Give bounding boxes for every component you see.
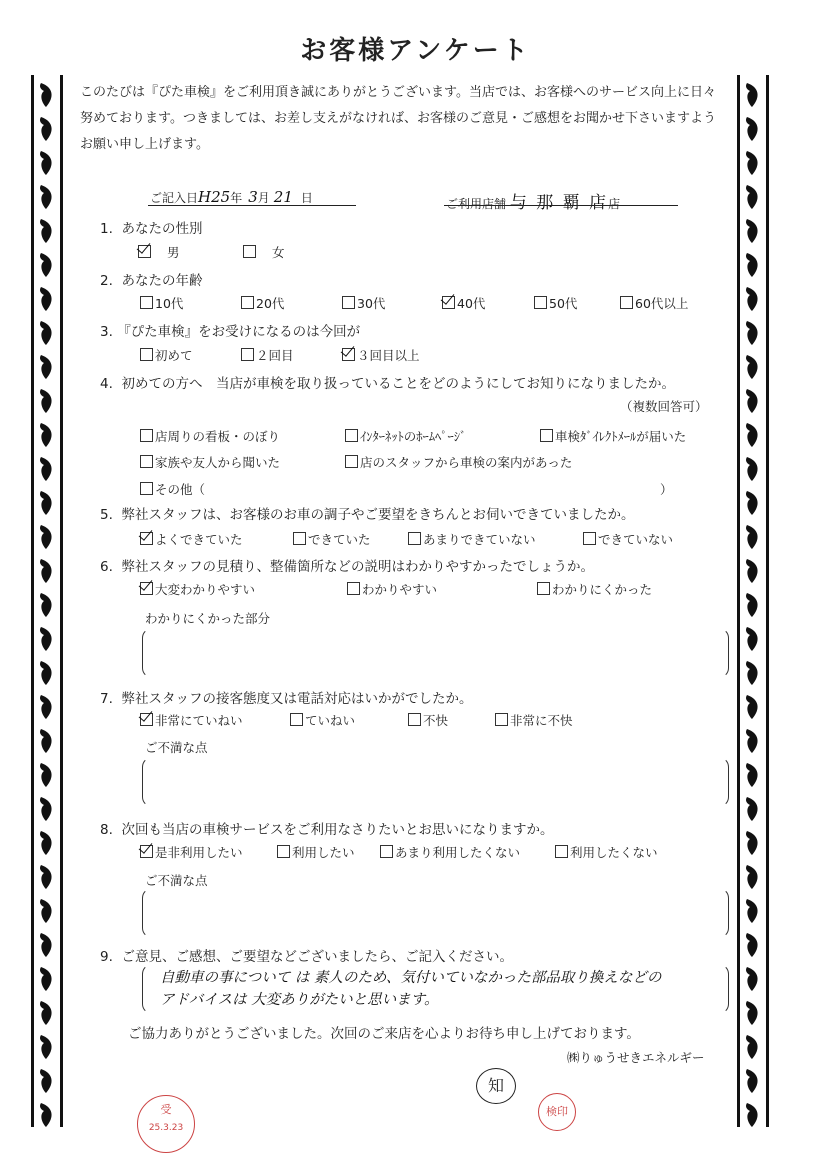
multiple-answer-note: （複数回答可） [620, 399, 708, 414]
checkbox[interactable] [540, 429, 553, 442]
checkbox[interactable] [140, 296, 153, 309]
option-use[interactable]: 利用したい [277, 843, 355, 861]
option-family-friend[interactable]: 家族や友人から聞いた [140, 453, 280, 471]
option-female[interactable]: 女 [243, 243, 285, 261]
company-name: ㈱りゅうせきエネルギー [567, 1050, 705, 1065]
leaf-ornament-icon [38, 999, 55, 1027]
leaf-ornament-icon [38, 353, 55, 381]
answer-field-q6[interactable] [142, 628, 729, 678]
leaf-ornament-icon [38, 523, 55, 551]
checkbox[interactable] [241, 348, 254, 361]
leaf-ornament-icon [38, 217, 55, 245]
other-close-paren: ） [660, 482, 673, 497]
complaint-label-q7: ご不満な点 [145, 740, 208, 755]
leaf-ornament-icon [744, 149, 761, 177]
checkbox[interactable] [342, 296, 355, 309]
handwritten-initial-stamp: 知 [476, 1068, 516, 1104]
option-male[interactable]: 男 [138, 243, 180, 261]
option-not-use[interactable]: 利用したくない [555, 843, 658, 861]
checkbox[interactable] [140, 713, 153, 726]
checkbox[interactable] [241, 296, 254, 309]
leaf-ornament-icon [744, 115, 761, 143]
received-date-stamp [137, 1095, 195, 1153]
leaf-ornament-icon [38, 829, 55, 857]
leaf-ornament-icon [744, 965, 761, 993]
leaf-ornament-icon [744, 285, 761, 313]
option-signboard[interactable]: 店周りの看板・のぼり [140, 427, 280, 445]
checkbox[interactable] [140, 455, 153, 468]
leaf-ornament-icon [744, 319, 761, 347]
leaf-ornament-icon [38, 489, 55, 517]
checkbox[interactable] [277, 845, 290, 858]
checkbox[interactable] [293, 532, 306, 545]
checkbox[interactable] [140, 845, 153, 858]
question-8: 8. 次回も当店の車検サービスをご利用なさりたいとお思いになりますか。 [100, 822, 554, 838]
closing-message: ご協力ありがとうございました。次回のご来店を心よりお待ち申し上げております。 [128, 1026, 640, 1042]
leaf-ornament-icon [38, 863, 55, 891]
leaf-ornament-icon [38, 625, 55, 653]
leaf-ornament-icon [744, 727, 761, 755]
leaf-ornament-icon [38, 149, 55, 177]
checkbox[interactable] [243, 245, 256, 258]
option-second-time[interactable]: ２回目 [241, 346, 294, 364]
option-very-polite[interactable]: 非常にていねい [140, 711, 243, 729]
checkbox[interactable] [537, 582, 550, 595]
leaf-ornament-icon [38, 421, 55, 449]
answer-field-q7[interactable] [142, 757, 729, 807]
checkbox[interactable] [140, 429, 153, 442]
day-unit: 日 [300, 191, 313, 205]
option-unpleasant[interactable]: 不快 [408, 711, 448, 729]
option-first-time[interactable]: 初めて [140, 346, 193, 364]
date-year: 25 [211, 188, 231, 206]
leaf-ornament-icon [38, 897, 55, 925]
option-definitely-use[interactable]: 是非利用したい [140, 843, 243, 861]
checkbox[interactable] [620, 296, 633, 309]
question-1: 1. あなたの性別 [100, 221, 203, 237]
leaf-ornament-icon [38, 285, 55, 313]
option-age-50s[interactable]: 50代 [534, 294, 577, 312]
option-rather-not-use[interactable]: あまり利用したくない [380, 843, 520, 861]
checkbox[interactable] [140, 482, 153, 495]
option-not-well-done[interactable]: あまりできていない [408, 530, 536, 548]
leaf-ornament-icon [38, 251, 55, 279]
page-title: お客様アンケート [300, 36, 531, 66]
right-decorative-border [737, 75, 769, 1127]
store-underline [444, 205, 678, 206]
leaf-ornament-icon [38, 795, 55, 823]
option-store-staff[interactable]: 店のスタッフから車検の案内があった [345, 453, 572, 471]
leaf-ornament-icon [38, 761, 55, 789]
complaint-label-q8: ご不満な点 [145, 873, 208, 888]
intro-text: このたびは『ぴた車検』をご利用頂き誠にありがとうございます。当店では、お客様へのサービス向上に日々努めております。つきましては、お差し支えがなければ、お客様のご意見・ご感想をお聞かせ下さいますようお願い申し上げます。 [80, 85, 716, 152]
received-stamp-label: 受 [160, 1103, 172, 1116]
question-2: 2. あなたの年齢 [100, 273, 203, 289]
leaf-ornament-icon [744, 421, 761, 449]
checkbox[interactable] [290, 713, 303, 726]
leaf-ornament-icon [38, 1033, 55, 1061]
leaf-ornament-icon [38, 965, 55, 993]
leaf-ornament-icon [744, 829, 761, 857]
option-age-20s[interactable]: 20代 [241, 294, 284, 312]
date-era: H [198, 188, 212, 206]
checkbox[interactable] [495, 713, 508, 726]
option-other[interactable]: その他（ [140, 480, 205, 498]
leaf-ornament-icon [744, 1067, 761, 1095]
checkbox[interactable] [345, 429, 358, 442]
option-clear[interactable]: わかりやすい [347, 580, 437, 598]
option-homepage[interactable]: ｲﾝﾀｰﾈｯﾄのﾎｰﾑﾍﾟｰｼﾞ [345, 427, 466, 445]
leaf-ornament-icon [38, 659, 55, 687]
leaf-ornament-icon [38, 693, 55, 721]
question-9: 9. ご意見、ご感想、ご要望などございましたら、ご記入ください。 [100, 949, 513, 965]
checkbox[interactable] [583, 532, 596, 545]
leaf-ornament-icon [38, 1067, 55, 1095]
leaf-ornament-icon [744, 183, 761, 211]
date-underline [148, 205, 356, 206]
question-5: 5. 弊社スタッフは、お客様のお車の調子やご要望をきちんとお伺いできていましたか。 [100, 507, 635, 523]
leaf-ornament-icon [744, 489, 761, 517]
leaf-ornament-icon [38, 81, 55, 109]
leaf-ornament-icon [744, 1033, 761, 1061]
leaf-ornament-icon [744, 625, 761, 653]
received-stamp-date: 25.3.23 [148, 1123, 184, 1133]
date-day: 21 [273, 188, 293, 206]
checkbox[interactable] [345, 455, 358, 468]
option-unclear[interactable]: わかりにくかった [537, 580, 652, 598]
option-age-60s-plus[interactable]: 60代以上 [620, 294, 688, 312]
leaf-ornament-icon [744, 897, 761, 925]
option-very-clear[interactable]: 大変わかりやすい [140, 580, 255, 598]
option-well-done[interactable]: よくできていた [140, 530, 243, 548]
leaf-ornament-icon [744, 387, 761, 415]
option-age-40s[interactable]: 40代 [442, 294, 485, 312]
leaf-ornament-icon [38, 115, 55, 143]
option-age-30s[interactable]: 30代 [342, 294, 385, 312]
checkbox[interactable] [380, 845, 393, 858]
checkbox[interactable] [442, 296, 455, 309]
month-unit: 月 [257, 191, 270, 205]
leaf-ornament-icon [744, 863, 761, 891]
leaf-ornament-icon [744, 693, 761, 721]
checkbox[interactable] [408, 713, 421, 726]
left-decorative-border [31, 75, 63, 1127]
date-label: ご記入日 [150, 191, 199, 205]
store-label: ご利用店舗 [446, 197, 507, 211]
leaf-ornament-icon [38, 319, 55, 347]
leaf-ornament-icon [38, 183, 55, 211]
checkbox[interactable] [342, 348, 355, 361]
handwritten-comment-line-1: 自動車の事について は 素人のため、気付いていなかった部品取り換えなどの [160, 970, 662, 986]
option-third-or-more[interactable]: ３回目以上 [342, 346, 420, 364]
question-6: 6. 弊社スタッフの見積り、整備箇所などの説明はわかりやすかったでしょうか。 [100, 559, 594, 575]
leaf-ornament-icon [744, 761, 761, 789]
leaf-ornament-icon [38, 727, 55, 755]
leaf-ornament-icon [38, 591, 55, 619]
leaf-ornament-icon [38, 455, 55, 483]
question-4: 4. 初めての方へ 当店が車検を取り扱っていることをどのようにしてお知りになりましたか。 [100, 376, 675, 392]
option-age-10s[interactable]: 10代 [140, 294, 183, 312]
checkbox[interactable] [555, 845, 568, 858]
option-very-unpleasant[interactable]: 非常に不快 [495, 711, 573, 729]
leaf-ornament-icon [744, 931, 761, 959]
handwritten-comment-line-2: アドバイスは 大変ありがたいと思います。 [160, 992, 439, 1008]
store-name: 与 那 覇 店 [509, 193, 609, 213]
question-3: 3. 『ぴた車検』をお受けになるのは今回が [100, 324, 361, 340]
leaf-ornament-icon [744, 557, 761, 585]
answer-field-q8[interactable] [142, 888, 729, 938]
leaf-ornament-icon [38, 387, 55, 415]
leaf-ornament-icon [38, 1101, 55, 1127]
leaf-ornament-icon [744, 999, 761, 1027]
option-direct-mail[interactable]: 車検ﾀﾞｲﾚｸﾄﾒｰﾙが届いた [540, 427, 686, 445]
checkbox[interactable] [140, 532, 153, 545]
leaf-ornament-icon [744, 591, 761, 619]
checkbox[interactable] [534, 296, 547, 309]
checkbox[interactable] [140, 348, 153, 361]
leaf-ornament-icon [744, 455, 761, 483]
leaf-ornament-icon [744, 659, 761, 687]
store-suffix: 店 [608, 197, 621, 211]
date-month: 3 [248, 188, 258, 206]
leaf-ornament-icon [38, 557, 55, 585]
inspection-seal-stamp: 検印 [538, 1093, 576, 1131]
leaf-ornament-icon [744, 353, 761, 381]
unclear-part-label: わかりにくかった部分 [145, 611, 271, 626]
leaf-ornament-icon [744, 523, 761, 551]
leaf-ornament-icon [744, 251, 761, 279]
leaf-ornament-icon [38, 931, 55, 959]
option-polite[interactable]: ていねい [290, 711, 355, 729]
checkbox[interactable] [347, 582, 360, 595]
checkbox[interactable] [140, 582, 153, 595]
leaf-ornament-icon [744, 81, 761, 109]
checkbox[interactable] [138, 245, 151, 258]
entry-date-row [150, 188, 355, 206]
leaf-ornament-icon [744, 795, 761, 823]
checkbox[interactable] [408, 532, 421, 545]
leaf-ornament-icon [744, 1101, 761, 1127]
question-7: 7. 弊社スタッフの接客態度又は電話対応はいかがでしたか。 [100, 691, 473, 707]
year-unit: 年 [230, 191, 243, 205]
option-not-done[interactable]: できていない [583, 530, 673, 548]
option-done[interactable]: できていた [293, 530, 371, 548]
leaf-ornament-icon [744, 217, 761, 245]
